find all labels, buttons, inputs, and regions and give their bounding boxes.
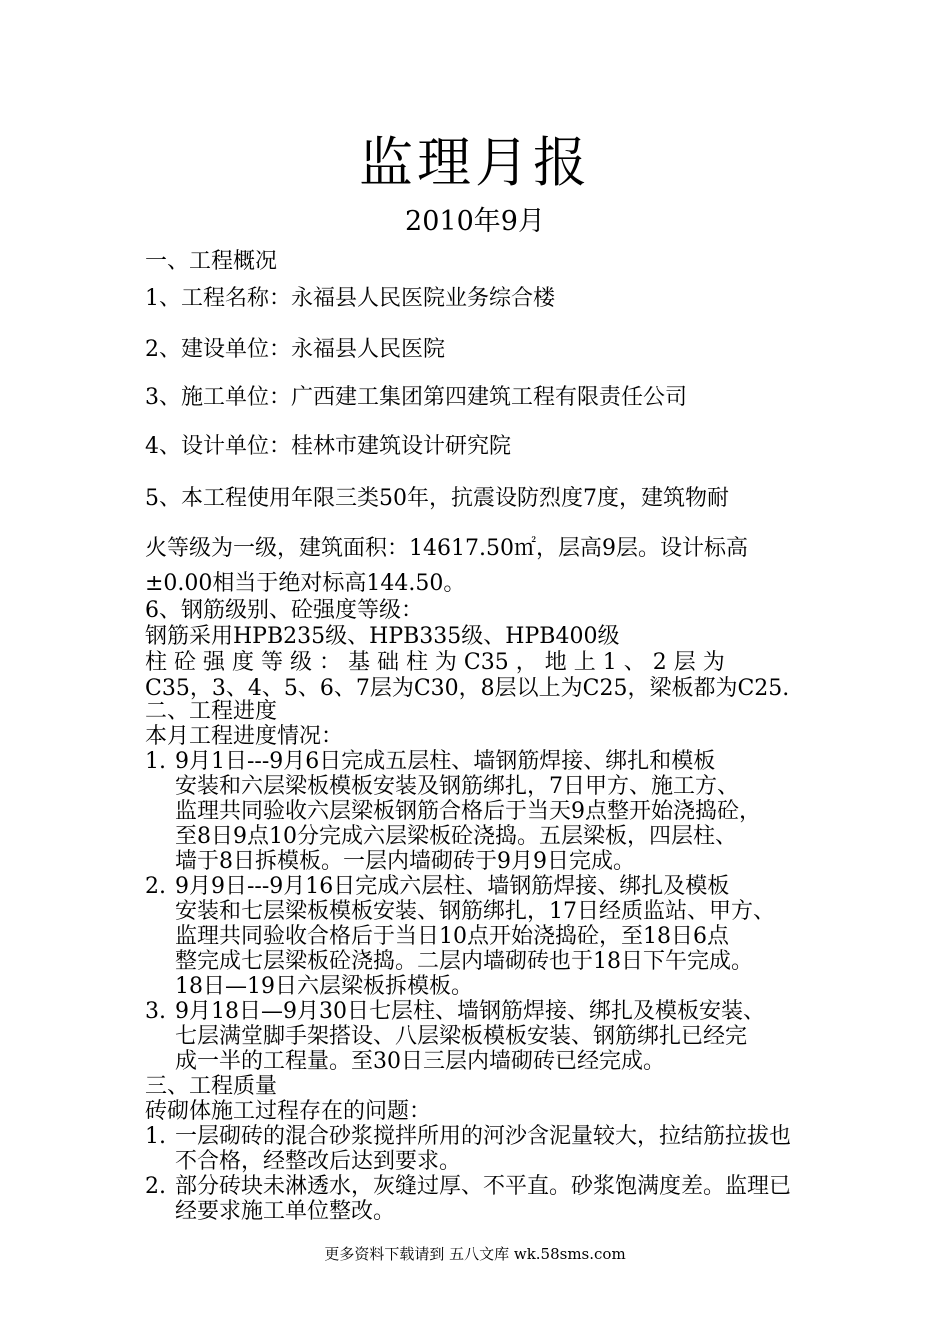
rebar-grade: 钢筋采用HPB235级、HPB335级、HPB400级 xyxy=(145,624,620,649)
section2-heading: 二、工程进度 xyxy=(145,699,278,724)
list-item-line: 监理共同验收合格后于当日10点开始浇捣砼，至18日6点 xyxy=(175,924,729,949)
concrete-grade-line2: C35，3、4、5、6、7层为C30，8层以上为C25，梁板都为C25. xyxy=(145,676,790,701)
project-spec-line3: ±0.00相当于绝对标高144.50。 xyxy=(145,571,466,596)
list-item-line: 安装和七层梁板模板安装、钢筋绑扎，17日经质监站、甲方、 xyxy=(175,899,775,924)
quality-intro: 砖砌体施工过程存在的问题： xyxy=(145,1099,432,1124)
list-item-line: 一层砌砖的混合砂浆搅拌所用的河沙含泥量较大，拉结筋拉拔也 xyxy=(175,1124,792,1149)
list-item-number: 1. xyxy=(145,1124,166,1149)
project-spec-line1: 5、本工程使用年限三类50年，抗震设防烈度7度，建筑物耐 xyxy=(145,486,729,511)
page-title: 监理月报 xyxy=(359,131,591,194)
list-item-line: 成一半的工程量。至30日三层内墙砌砖已经完成。 xyxy=(175,1049,665,1074)
list-item-line: 至8日9点10分完成六层梁板砼浇捣。五层梁板，四层柱、 xyxy=(175,824,737,849)
list-item-line: 墙于8日拆模板。一层内墙砌砖于9月9日完成。 xyxy=(175,849,635,874)
concrete-grade-line1: 柱 砼 强 度 等 级 ： 基 础 柱 为 C35 ， 地 上 1 、 2 层 为 xyxy=(145,650,725,675)
list-item-line: 9月18日—9月30日七层柱、墙钢筋焊接、绑扎及模板安装、 xyxy=(175,999,765,1024)
footer-download-link[interactable]: 更多资料下载请到 五八文库 wk.58sms.com xyxy=(324,1245,626,1263)
design-unit: 4、设计单位：桂林市建筑设计研究院 xyxy=(145,434,511,459)
list-item-number: 2. xyxy=(145,874,166,899)
list-item-number: 1. xyxy=(145,749,166,774)
list-item-line: 18日—19日六层梁板拆模板。 xyxy=(175,974,473,999)
list-item-line: 安装和六层梁板模板安装及钢筋绑扎，7日甲方、施工方、 xyxy=(175,774,739,799)
list-item-line: 不合格，经整改后达到要求。 xyxy=(175,1149,462,1174)
list-item-number: 3. xyxy=(145,999,166,1024)
list-item-line: 9月9日---9月16日完成六层柱、墙钢筋焊接、绑扎及模板 xyxy=(175,874,730,899)
list-item-number: 2. xyxy=(145,1174,166,1199)
list-item-line: 整完成七层梁板砼浇捣。二层内墙砌砖也于18日下午完成。 xyxy=(175,949,753,974)
report-date: 2010年9月 xyxy=(405,206,545,237)
contractor-unit: 3、施工单位：广西建工集团第四建筑工程有限责任公司 xyxy=(145,385,687,410)
project-name: 1、工程名称：永福县人民医院业务综合楼 xyxy=(145,286,555,311)
section1-heading: 一、工程概况 xyxy=(145,249,278,274)
project-spec-line2: 火等级为一级，建筑面积：14617.50㎡，层高9层。设计标高 xyxy=(145,536,748,561)
section3-heading: 三、工程质量 xyxy=(145,1074,278,1099)
rebar-concrete-heading: 6、钢筋级别、砼强度等级： xyxy=(145,598,423,623)
progress-intro: 本月工程进度情况： xyxy=(145,724,344,749)
list-item-line: 七层满堂脚手架搭设、八层梁板模板安装、钢筋绑扎已经完 xyxy=(175,1024,748,1049)
list-item-line: 经要求施工单位整改。 xyxy=(175,1199,396,1224)
list-item-line: 监理共同验收六层梁板钢筋合格后于当天9点整开始浇捣砼， xyxy=(175,799,761,824)
list-item-line: 部分砖块未淋透水，灰缝过厚、不平直。砂浆饱满度差。监理已 xyxy=(175,1174,792,1199)
list-item-line: 9月1日---9月6日完成五层柱、墙钢筋焊接、绑扎和模板 xyxy=(175,749,716,774)
owner-unit: 2、建设单位：永福县人民医院 xyxy=(145,337,445,362)
